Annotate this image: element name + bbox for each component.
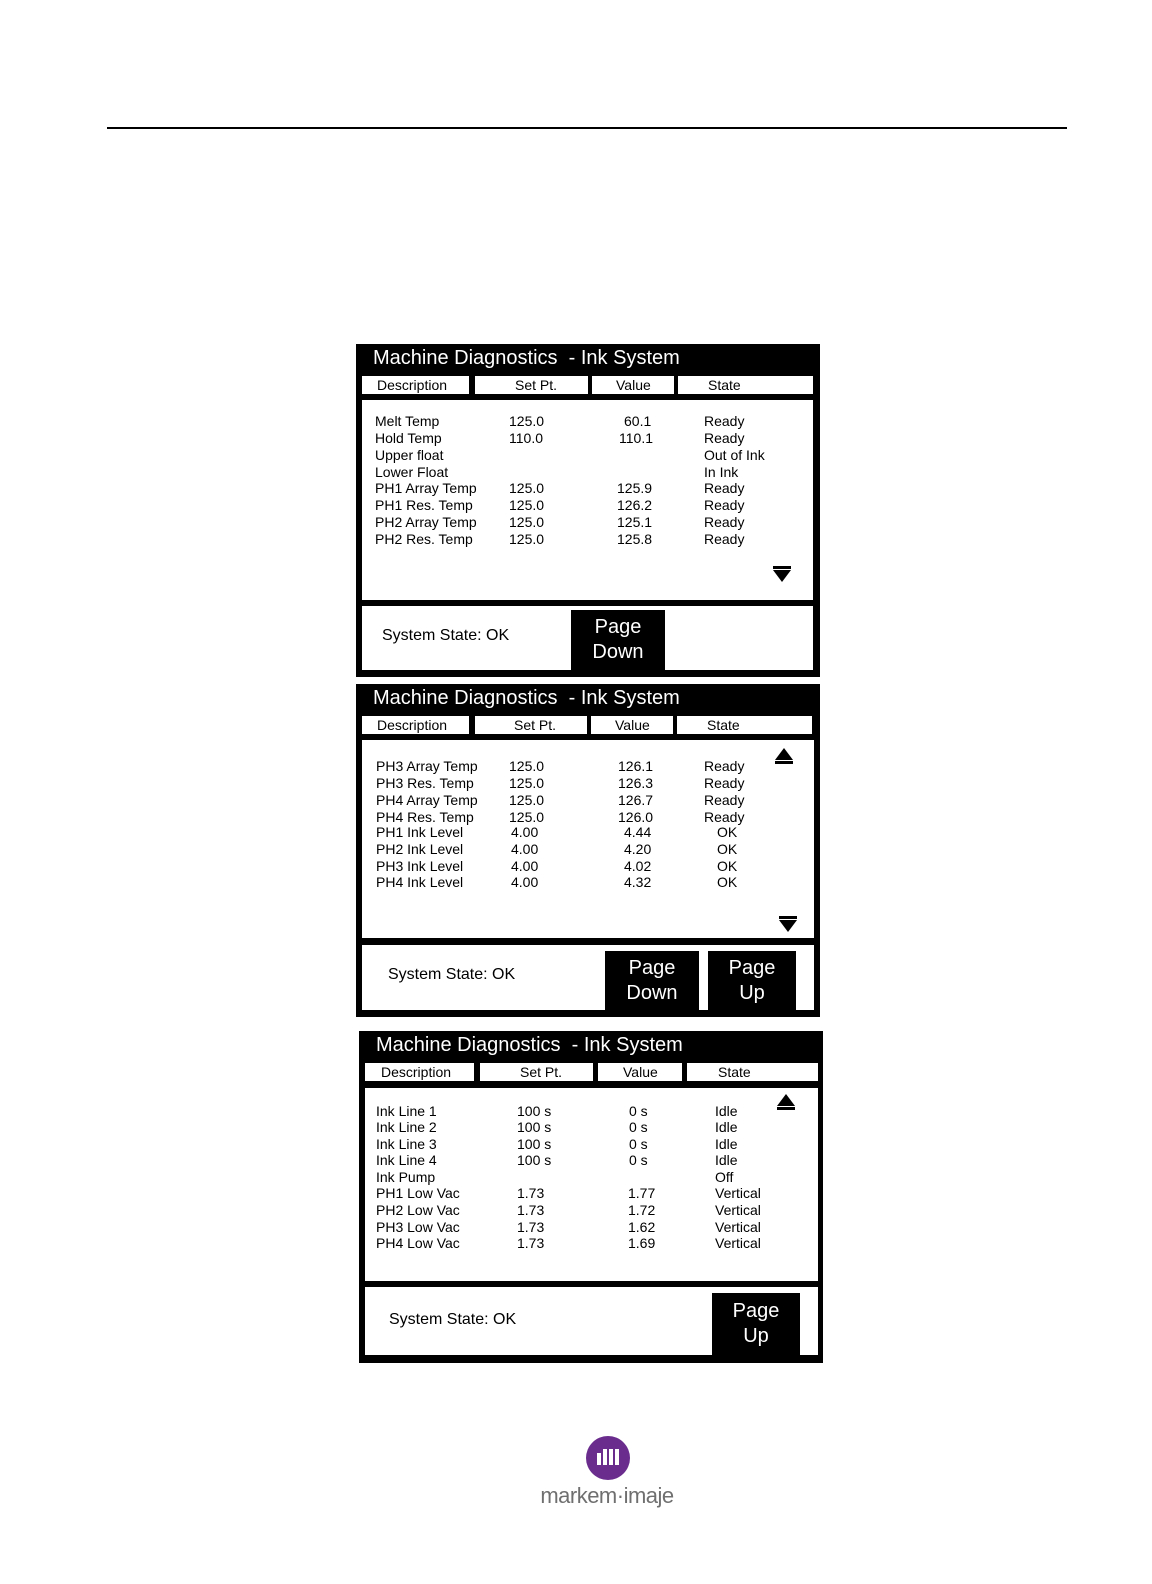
row-value: 0 s [629,1152,648,1168]
row-state: Idle [715,1119,738,1135]
row-description: PH1 Ink Level [376,824,464,840]
column-header-description: Description [362,716,469,734]
row-description: PH2 Res. Temp [375,531,473,547]
row-setpt: 1.73 [517,1235,545,1251]
row-state: Ready [704,430,745,446]
row-value: 1.69 [628,1235,656,1251]
row-setpt: 4.00 [511,858,539,874]
brand-mark-icon [586,1436,630,1480]
column-header-state: State [678,376,813,394]
row-setpt: 100 s [517,1103,552,1119]
row-setpt: 1.73 [517,1185,545,1201]
row-setpt: 4.00 [511,824,539,840]
row-state: Ready [704,497,745,513]
row-state: OK [717,858,738,874]
row-value: 126.1 [618,758,654,774]
page-down-button[interactable]: Page Down [605,951,699,1010]
row-value: 0 s [629,1103,648,1119]
table-row [365,1152,818,1169]
row-description: PH3 Res. Temp [376,775,474,791]
row-value: 1.72 [628,1202,656,1218]
table-row [362,480,813,497]
table-row [362,841,814,858]
scroll-down-icon[interactable] [779,916,797,932]
row-value: 4.20 [624,841,652,857]
row-setpt: 100 s [517,1152,552,1168]
column-header-description: Description [362,376,469,394]
row-description: PH1 Low Vac [376,1185,460,1201]
row-description: Lower Float [375,464,449,480]
row-value: 126.3 [618,775,654,791]
row-value: 1.62 [628,1219,656,1235]
row-setpt: 125.0 [509,809,545,825]
table-row [362,464,813,481]
row-value: 4.02 [624,858,652,874]
row-state: Ready [704,792,745,808]
status-footer [362,606,813,670]
row-setpt: 125.0 [509,758,545,774]
row-description: Ink Line 4 [376,1152,437,1168]
row-description: Ink Line 3 [376,1136,437,1152]
table-row [362,514,813,531]
row-state: Vertical [715,1185,761,1201]
table-row [365,1169,818,1186]
row-setpt: 125.0 [509,497,545,513]
row-state: Ready [704,480,745,496]
row-description: PH4 Res. Temp [376,809,474,825]
table-row [362,775,814,792]
row-description: PH2 Ink Level [376,841,464,857]
row-state: Off [715,1169,734,1185]
column-header-description: Description [365,1063,474,1081]
row-setpt: 1.73 [517,1202,545,1218]
column-header-state: State [677,716,812,734]
row-state: Ready [704,775,745,791]
table-row [362,858,814,875]
status-footer [365,1287,818,1355]
row-description: PH3 Ink Level [376,858,464,874]
table-row [365,1103,818,1120]
row-description: Ink Pump [376,1169,436,1185]
row-setpt: 125.0 [509,413,545,429]
row-setpt: 125.0 [509,792,545,808]
table-row [365,1185,818,1202]
row-setpt: 125.0 [509,531,545,547]
column-header-setpt: Set Pt. [480,1063,593,1081]
row-value: 0 s [629,1136,648,1152]
row-value: 125.8 [617,531,653,547]
table-row [365,1219,818,1236]
page-up-button[interactable]: Page Up [708,951,796,1010]
markem-imaje-logo [534,1436,680,1516]
page-top-rule [107,127,1067,129]
row-state: Idle [715,1103,738,1119]
row-state: In Ink [704,464,739,480]
row-state: Ready [704,531,745,547]
row-value: 126.2 [617,497,653,513]
row-description: PH4 Low Vac [376,1235,460,1251]
table-row [362,413,813,430]
row-state: Idle [715,1136,738,1152]
system-state-label: System State: OK [388,966,516,983]
row-value: 110.1 [619,430,653,446]
page-down-button[interactable]: Page Down [571,610,665,670]
column-header-state: State [687,1063,818,1081]
diagnostics-screen-2 [356,684,820,1017]
row-value: 4.32 [624,874,652,890]
row-state: Ready [704,758,745,774]
table-row [365,1202,818,1219]
table-row [365,1119,818,1136]
table-row [365,1136,818,1153]
row-description: PH4 Array Temp [376,792,478,808]
row-setpt: 125.0 [509,514,545,530]
row-value: 4.44 [624,824,652,840]
status-footer [362,945,814,1010]
diagnostics-table [362,400,813,600]
row-state: Vertical [715,1235,761,1251]
row-state: Vertical [715,1202,761,1218]
row-value: 126.7 [618,792,654,808]
row-state: Ready [704,514,745,530]
table-row [362,792,814,809]
brand-wordmark: markem·imaje [540,1483,674,1508]
row-description: PH3 Low Vac [376,1219,460,1235]
screen-title: Machine Diagnostics - Ink System [373,347,680,369]
row-value: 0 s [629,1119,648,1135]
table-row [365,1235,818,1252]
diagnostics-table [365,1088,818,1281]
column-header-value: Value [592,376,674,394]
scroll-down-icon[interactable] [773,566,791,582]
row-state: Ready [704,809,745,825]
system-state-label: System State: OK [382,627,510,644]
table-row [362,824,814,841]
table-row [362,531,813,548]
row-value: 60.1 [624,413,652,429]
row-value: 125.1 [617,514,653,530]
row-setpt: 4.00 [511,874,539,890]
row-setpt: 110.0 [509,430,543,446]
row-description: PH4 Ink Level [376,874,464,890]
row-description: Ink Line 2 [376,1119,437,1135]
diagnostics-screen-3 [359,1031,823,1363]
diagnostics-table [362,740,814,938]
screen-title: Machine Diagnostics - Ink System [373,687,680,709]
row-value: 1.77 [628,1185,656,1201]
table-row [362,874,814,891]
row-state: OK [717,874,738,890]
table-row [362,758,814,775]
row-description: PH2 Array Temp [375,514,477,530]
row-description: PH2 Low Vac [376,1202,460,1218]
column-header-value: Value [591,716,673,734]
row-value: 125.9 [617,480,653,496]
row-value: 126.0 [618,809,654,825]
row-description: PH1 Res. Temp [375,497,473,513]
diagnostics-screen-1 [356,344,820,677]
table-row [362,447,813,464]
row-description: PH1 Array Temp [375,480,477,496]
row-setpt: 1.73 [517,1219,545,1235]
row-description: Hold Temp [375,430,442,446]
row-setpt: 100 s [517,1136,552,1152]
row-state: OK [717,841,738,857]
row-description: PH3 Array Temp [376,758,478,774]
row-state: OK [717,824,738,840]
row-state: Ready [704,413,745,429]
table-row [362,430,813,447]
column-header-setpt: Set Pt. [475,716,587,734]
page-up-button[interactable]: Page Up [712,1293,800,1355]
row-setpt: 125.0 [509,480,545,496]
column-header-value: Value [598,1063,682,1081]
row-setpt: 125.0 [509,775,545,791]
row-setpt: 100 s [517,1119,552,1135]
row-state: Vertical [715,1219,761,1235]
row-state: Idle [715,1152,738,1168]
row-description: Upper float [375,447,444,463]
row-description: Ink Line 1 [376,1103,437,1119]
screen-title: Machine Diagnostics - Ink System [376,1034,683,1056]
row-setpt: 4.00 [511,841,539,857]
row-state: Out of Ink [704,447,765,463]
table-row [362,497,813,514]
column-header-setpt: Set Pt. [475,376,588,394]
row-description: Melt Temp [375,413,440,429]
system-state-label: System State: OK [389,1311,517,1328]
